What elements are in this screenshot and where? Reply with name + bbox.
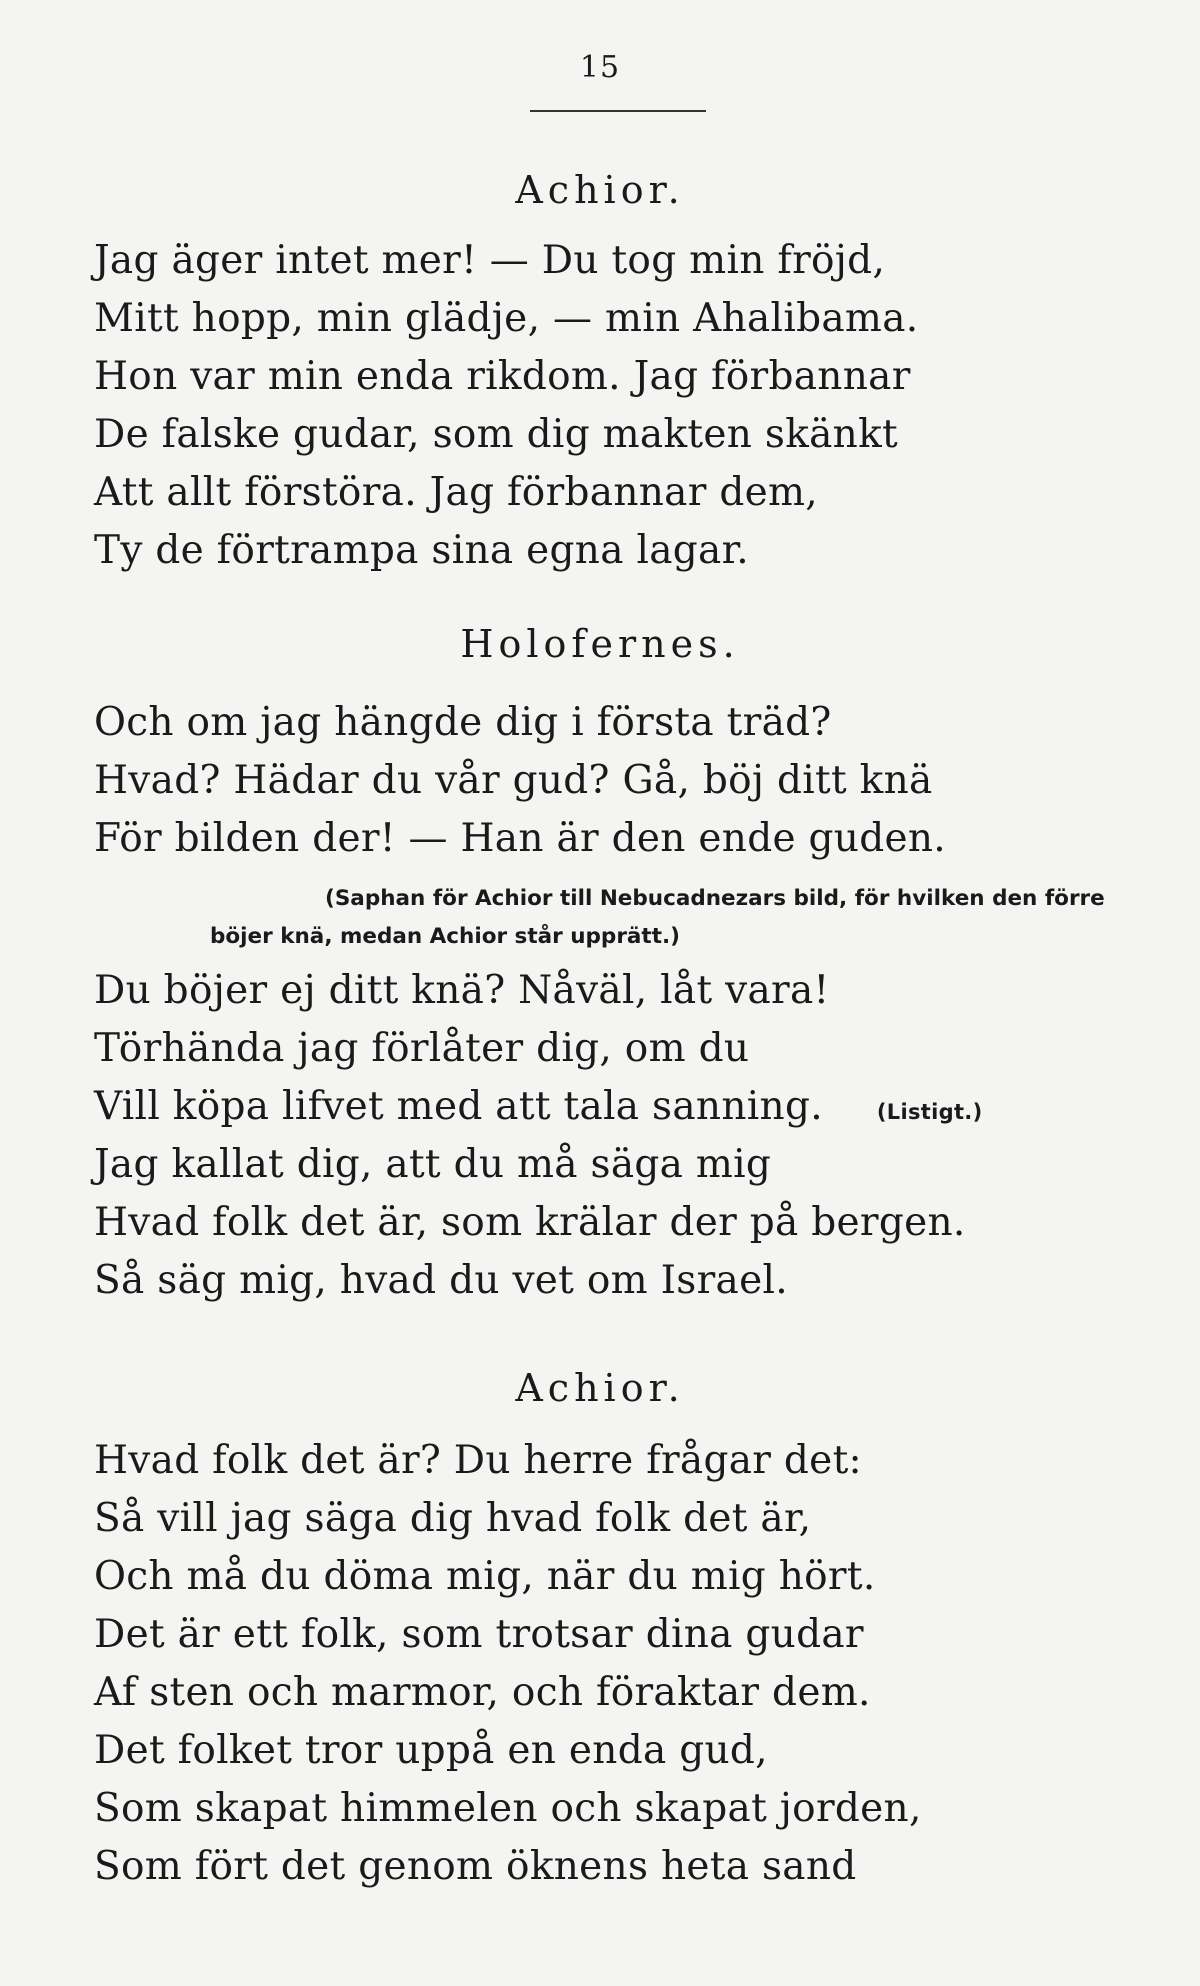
verse-line: Och må du döma mig, när du mig hört. xyxy=(94,1554,876,1599)
verse-line: Som fört det genom öknens heta sand xyxy=(94,1844,857,1889)
verse-line: Som skapat himmelen och skapat jorden, xyxy=(94,1786,922,1831)
page-number-rule xyxy=(530,110,706,112)
verse-block xyxy=(94,232,918,580)
verse-line: Jag äger intet mer! — Du tog min fröjd, xyxy=(94,238,886,283)
verse-line-text: Vill köpa lifvet med att tala sanning. xyxy=(94,1084,823,1129)
speaker-heading: Achior. xyxy=(515,1366,685,1410)
verse-line: Det är ett folk, som trotsar dina gudar xyxy=(94,1612,864,1657)
verse-line: Du böjer ej ditt knä? Nåväl, låt vara! xyxy=(94,968,830,1013)
verse-line: Af sten och marmor, och föraktar dem. xyxy=(94,1670,871,1715)
speaker-heading: Achior. xyxy=(515,168,685,212)
stage-direction: (Saphan för Achior till Nebucadnezars bild, för hvilken den förre böjer knä, medan Achior står upprätt.) xyxy=(210,886,1105,949)
page-number: 15 xyxy=(579,50,621,85)
verse-line: Törhända jag förlåter dig, om du xyxy=(94,1026,750,1071)
verse-line: Hon var min enda rikdom. Jag förbannar xyxy=(94,354,911,399)
verse-line: De falske gudar, som dig makten skänkt xyxy=(94,412,899,457)
verse-line: Mitt hopp, min glädje, — min Ahalibama. xyxy=(94,296,919,341)
verse-line: Och om jag hängde dig i första träd? xyxy=(94,700,832,745)
verse-block xyxy=(94,962,982,1310)
speaker-heading: Holofernes. xyxy=(460,622,740,666)
verse-line: Hvad? Hädar du vår gud? Gå, böj ditt knä xyxy=(94,758,933,803)
verse-line xyxy=(94,1078,982,1136)
verse-line: Ty de förtrampa sina egna lagar. xyxy=(94,528,749,573)
verse-line: Jag kallat dig, att du må säga mig xyxy=(94,1142,772,1187)
verse-line: Att allt förstöra. Jag förbannar dem, xyxy=(94,470,818,515)
verse-block xyxy=(94,1432,922,1896)
verse-line: Hvad folk det är? Du herre frågar det: xyxy=(94,1438,862,1483)
verse-line: Så vill jag säga dig hvad folk det är, xyxy=(94,1496,812,1541)
verse-line: Hvad folk det är, som krälar der på bergen. xyxy=(94,1200,966,1245)
verse-line: För bilden der! — Han är den ende guden. xyxy=(94,816,946,861)
verse-line: Det folket tror uppå en enda gud, xyxy=(94,1728,768,1773)
verse-block xyxy=(94,694,946,868)
inline-stage-direction: (Listigt.) xyxy=(876,1100,983,1124)
verse-line: Så säg mig, hvad du vet om Israel. xyxy=(94,1258,788,1303)
